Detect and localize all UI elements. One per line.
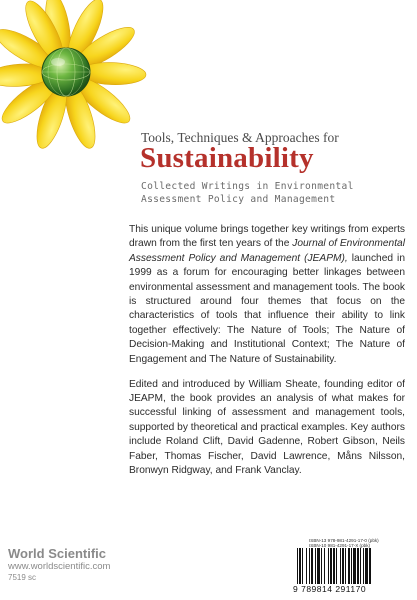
barcode-digits: 9 789814 291170 <box>293 584 367 594</box>
barcode-bar <box>333 548 335 584</box>
barcode-bar <box>357 548 359 584</box>
barcode-bar <box>345 548 346 584</box>
blurb-paragraph-2: Edited and introduced by William Sheate, founding editor of JEAPM, the book provides an analysis of what makes for successful linking of assessment and management tools, supported by theoretical and practical examples. Key authors include Roland Clift, David Gadenne, Robert Gibson, Neils Faber, Thomas Fischer, David Lawrence, Måns Nilsson, Bronwyn Ridgway, and Frank Vanclay. <box>129 378 405 476</box>
blurb <box>129 223 405 489</box>
barcode-bar <box>299 548 301 584</box>
barcode-bar <box>309 548 310 584</box>
barcode-bar <box>302 548 303 584</box>
publisher-url[interactable]: www.worldscientific.com <box>8 561 111 572</box>
barcode-bar <box>348 548 350 584</box>
globe-center <box>42 48 90 96</box>
isbn-10: ISBN-10 981-4291-17-X (pbk) <box>309 543 371 548</box>
subtitle-line: Collected Writings in Environmental <box>141 181 354 192</box>
blurb-text: launched in 1999 as a forum for encouraging better linkages between environmental assessment and management tools. The book is structured around four themes that focus on the characteristics of tools that influence their ability to link together effectively: The Nature of Tools; The Nature of Decision-Making and Institutional Context; The Nature of Engagement and The Nature of Sustainability. <box>129 252 405 365</box>
isbn-13: ISBN-13 978-981-4291-17-0 (pbk) <box>309 538 379 543</box>
barcode-bar <box>297 548 298 584</box>
barcode-bar <box>365 548 368 584</box>
book-title: Sustainability <box>140 142 314 174</box>
barcode-bar <box>330 548 332 584</box>
journal-name: Journal of Environmental Assessment Policy and Management (JEAPM), <box>129 238 405 264</box>
blurb-text: This unique volume brings together key writings from experts drawn from the first ten years of the <box>129 224 405 250</box>
barcode-bar <box>311 548 313 584</box>
barcode-bars <box>297 548 393 584</box>
barcode-bar <box>306 548 307 584</box>
book-subtitle <box>141 180 354 206</box>
sunflower-globe-illustration <box>0 0 150 175</box>
subtitle-line: Assessment Policy and Management <box>141 194 336 205</box>
barcode-bar <box>351 548 352 584</box>
publisher-name: World Scientific <box>8 546 106 561</box>
isbn-barcode <box>283 537 401 597</box>
barcode-bar <box>363 548 364 584</box>
barcode-bar <box>315 548 316 584</box>
barcode-bar <box>369 548 371 584</box>
barcode-bar <box>328 548 329 584</box>
barcode-bar <box>340 548 341 584</box>
barcode-bar <box>353 548 356 584</box>
blurb-paragraph-1 <box>129 223 405 367</box>
barcode-bar <box>324 548 325 584</box>
product-code: 7519 sc <box>8 573 37 582</box>
barcode-bar <box>360 548 361 584</box>
barcode-bar <box>321 548 322 584</box>
barcode-bar <box>336 548 337 584</box>
barcode-bar <box>317 548 320 584</box>
series-line: Tools, Techniques & Approaches for <box>141 130 339 145</box>
barcode-bar <box>342 548 344 584</box>
